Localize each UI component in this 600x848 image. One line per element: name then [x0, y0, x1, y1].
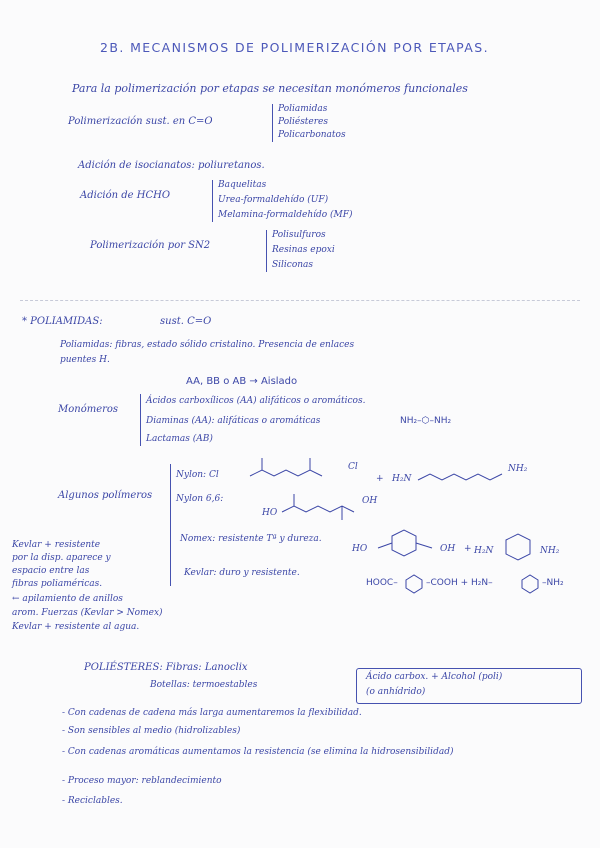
nylon66-oh: OH: [362, 496, 378, 506]
side-note-line: fibras poliaméricas.: [12, 579, 103, 589]
nomex-ho: HO: [352, 544, 368, 554]
monomer-item: Diaminas (AA): alifáticas o aromáticas: [146, 416, 321, 426]
monomer-item: Ácidos carboxílicos (AA) alifáticos o aromáticos.: [146, 396, 366, 406]
nomex-oh: OH: [440, 544, 456, 554]
group3-item: Urea-formaldehído (UF): [218, 195, 329, 205]
nomex-label: Nomex: resistente Tª y dureza.: [180, 534, 322, 544]
monomer-types: AA, BB o AB → Aislado: [186, 376, 298, 387]
examples-label: Algunos polímeros: [58, 490, 153, 501]
terephthalic-ring: [402, 574, 426, 594]
nylon66-ho: HO: [262, 508, 278, 518]
poliester-bullet: - Reciclables.: [62, 796, 123, 806]
kevlar-formula-mid: –COOH + H₂N–: [426, 578, 493, 588]
nylon-cl: Cl: [348, 462, 358, 472]
nomex-amine-right: NH₂: [540, 546, 560, 556]
side-note-line: ← apilamiento de anillos: [12, 594, 123, 604]
adipic-acid-drawing: [282, 490, 362, 524]
bracket-line: Ácido carbox. + Alcohol (poli): [366, 672, 503, 682]
side-note-line: Kevlar + resistente al agua.: [12, 622, 140, 632]
poliester-bullet: - Son sensibles al medio (hidrolizables): [62, 726, 241, 736]
poliesteres-sub: Botellas: termoestables: [150, 680, 258, 690]
diamine-chain-drawing: [418, 470, 508, 490]
section-sub: sust. C=O: [160, 316, 212, 327]
isophthalic-acid-drawing: [372, 528, 442, 568]
side-note-line: Kevlar + resistente: [12, 540, 101, 550]
divider: [20, 300, 580, 301]
nylon-plus: +: [376, 474, 384, 484]
section-heading-poliamidas: * POLIAMIDAS:: [22, 316, 103, 327]
page-title: 2B. MECANISMOS DE POLIMERIZACIÓN POR ETAPAS.: [100, 40, 489, 55]
poliamidas-desc-2: puentes H.: [60, 355, 110, 365]
poliester-bullet: - Con cadenas aromáticas aumentamos la resistencia (se elimina la hidrosensibilidad): [62, 747, 454, 757]
group2-label: Adición de isocianatos: poliuretanos.: [78, 160, 265, 171]
group4-item: Resinas epoxi: [272, 245, 335, 255]
examples-brace: [170, 464, 171, 586]
p-phenylenediamine-ring: [518, 574, 542, 594]
m-phenylenediamine-drawing: [498, 532, 538, 566]
group3-item: Melamina-formaldehído (MF): [218, 210, 353, 220]
nylon-amine-right: NH₂: [508, 464, 528, 474]
nomex-amine-left: H₂N: [474, 546, 494, 556]
monomer-item: Lactamas (AB): [146, 434, 213, 444]
nylon66-label: Nylon 6,6:: [176, 494, 224, 504]
poliamidas-desc: Poliamidas: fibras, estado sólido cristalino. Presencia de enlaces: [60, 340, 355, 350]
group4-label: Polimerización por SN2: [90, 240, 211, 251]
monomers-label: Monómeros: [58, 404, 119, 415]
group3-label: Adición de HCHO: [80, 190, 171, 201]
group1-item: Policarbonatos: [278, 130, 346, 140]
group4-brace: [266, 230, 267, 272]
group3-item: Baquelitas: [218, 180, 267, 190]
group4-item: Siliconas: [272, 260, 314, 270]
side-note-line: por la disp. aparece y: [12, 553, 111, 563]
monomers-brace: [140, 394, 141, 446]
side-note-line: arom. Fuerzas (Kevlar > Nomex): [12, 608, 163, 618]
group3-brace: [212, 180, 213, 222]
side-note-line: espacio entre las: [12, 566, 90, 576]
intro-text: Para la polimerización por etapas se necesitan monómeros funcionales: [72, 82, 468, 95]
group1-item: Poliamidas: [278, 104, 328, 114]
group4-item: Polisulfuros: [272, 230, 326, 240]
nylon-label: Nylon: Cl: [176, 470, 219, 480]
bracket-line: (o anhídrido): [366, 687, 426, 697]
kevlar-formula-right: –NH₂: [542, 578, 564, 588]
kevlar-formula-left: HOOC–: [366, 578, 398, 588]
aromatic-diamine-formula: NH₂–⬡–NH₂: [400, 416, 452, 426]
poliester-bullet: - Con cadenas de cadena más larga aumentaremos la flexibilidad.: [62, 708, 362, 718]
section-heading-poliesteres: POLIÉSTERES: Fibras: Lanoclix: [84, 662, 248, 673]
nylon-amine-left: H₂N: [392, 474, 412, 484]
nomex-plus: +: [464, 544, 472, 554]
kevlar-label: Kevlar: duro y resistente.: [184, 568, 300, 578]
group1-label: Polimerización sust. en C=O: [68, 116, 213, 127]
group1-brace: [272, 104, 273, 142]
group1-item: Poliésteres: [278, 117, 329, 127]
poliester-bullet: - Proceso mayor: reblandecimiento: [62, 776, 222, 786]
